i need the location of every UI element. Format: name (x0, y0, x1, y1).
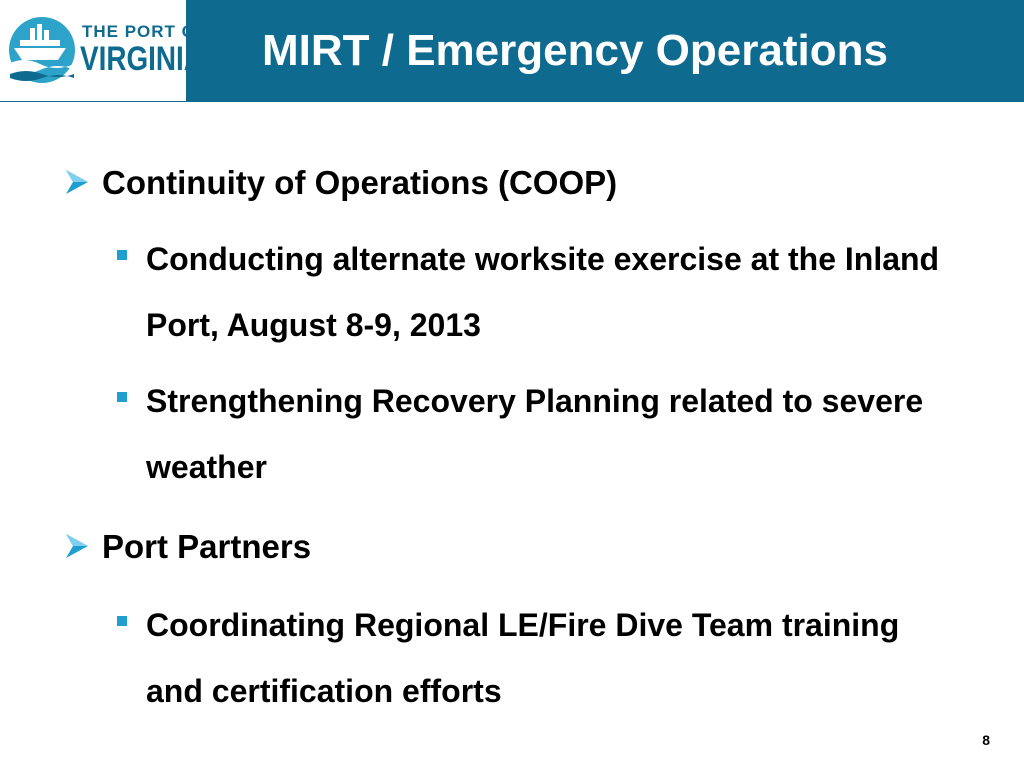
arrow-bullet-icon (64, 532, 90, 560)
header-bar (0, 0, 1024, 102)
section-heading-text: Continuity of Operations (COOP) (102, 164, 618, 201)
square-bullet-icon (117, 616, 127, 626)
square-bullet-icon (117, 250, 127, 260)
section-heading-text: Port Partners (102, 528, 312, 565)
ship-wave-logo-icon (6, 12, 76, 88)
bullet-text: Coordinating Regional LE/Fire Dive Team training and certification efforts (146, 607, 900, 709)
arrow-bullet-icon (64, 168, 90, 196)
slide-title: MIRT / Emergency Operations (262, 26, 888, 75)
bullet-item (117, 368, 947, 500)
square-bullet-icon (117, 392, 127, 402)
bullet-text: Strengthening Recovery Planning related to severe weather (146, 383, 924, 485)
logo-text-line2: VIRGINIA (80, 40, 204, 78)
bullet-text: Conducting alternate worksite exercise at the Inland Port, August 8-9, 2013 (146, 241, 940, 343)
logo (0, 0, 208, 101)
bullet-item (117, 226, 947, 358)
bullet-item (117, 592, 947, 724)
logo-text-line1: THE PORT OF (82, 22, 208, 41)
page-number: 8 (982, 732, 990, 748)
